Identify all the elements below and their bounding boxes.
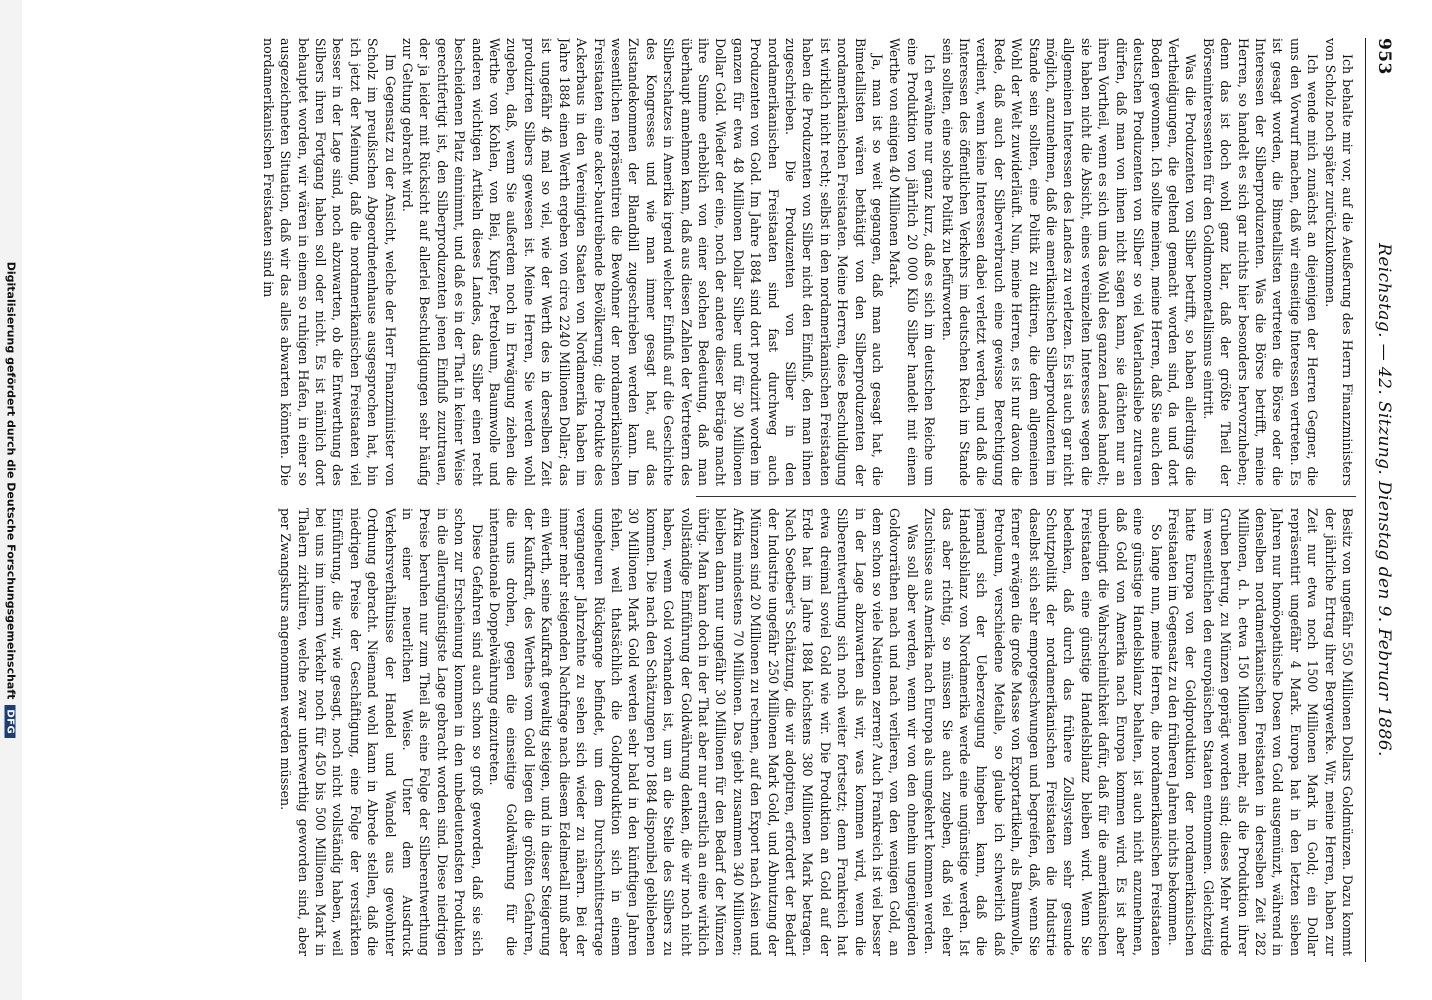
paragraph: Besitz von ungefähr 550 Millionen Dollars Goldmünzen. Dazu kommt der jährliche Ertrag ihrer Bergwerke. Wir, meine Herren, haben zur Zeit nur etwa noch 1500 Millionen Mark in Gold; ein Dollar repräsentirt ungefähr 4 Mark. Europa hat in den letzten sieben Jahren nur homöopathische Dosen von Gold ausgemünzt, während in denselben nordamerikanischen Freistaaten in derselben Zeit 282 Millionen, d. h. etwa 150 Millionen mehr, als die Produktion ihrer Gruben betrug, zu Münzen geprägt worden sind; dieses Mehr wurde im wesentlichen den europäischen Staaten entnommen. Gleichzeitig hatte Europa von der Goldproduktion der nordamerikanischen Freistaaten im Gegensatz zu den früheren Jahren nichts bekommen. (1165, 508, 1355, 956)
dfg-logo: DFG (5, 705, 16, 738)
paragraph: Was soll aber werden, wenn wir von den ohnehin ungenügenden Goldvorräthen nach und nach verlieren, von den wenigen Gold, an dem schon so viele Nationen zerren? Auch Frankreich ist viel besser in der Lage abzuwarten als wir, was kommen wird, wenn die Silberentwerthung sich noch weiter fortsetzt; denn Frankreich hat etwa dreimal soviel Gold wie wir. Die Produktion an Gold auf der Erde hat im Jahre 1884 höchstens 380 Millionen Mark betragen. Nach Soetbeer's Schätzung, die wir adoptiren, erfordert der Bedarf der Industrie ungefähr 250 Millionen Mark Gold, und Abnutzung der Münzen sind 20 Millionen zu rechnen, auf den Export nach Asien und Afrika mindestens 70 Millionen. Das giebt zusammen 340 Millionen; bleiben dann nur ungefähr 30 Millionen für den Bedarf der Münzen übrig. Man kann doch in der That aber nur ernstlich an eine wirklich vollständige Einführung der Goldwährung denken, die wir noch nicht haben, wenn Gold vorhanden ist, um an die Stelle des Silbers zu kommen. Die nach den Schätzungen pro 1884 disponibel gebliebenen 30 Millionen Mark Gold werden sehr bald in den künftigen Jahren fehlen, weil thatsächlich die Goldproduktion sich in einem ungeheuren Rückgange befindet, um dem Durchschnittsertrage vergangener Jahrzehnte zu sehen sich wieder zu nähern. Bei der immer mehr steigenden Nachfrage nach diesem Edelmetall muß aber ein Werth, seine Kaufkraft gewaltig steigen, und in dieser Steigerung der Kaufkraft, des Werthes vom Gold liegen die größten Gefahren, die uns drohen, gegen die einseitige Goldwährung für die internationale Doppelwährung einzutreten. (487, 508, 920, 956)
page-number: 953 (1374, 38, 1394, 75)
page-header (1370, 38, 1394, 962)
paragraph: Ich wende mich zunächst an diejenigen der Herren Gegner, die uns den Vorwurf machen, daß wir einseitige Interessen vertreten. Es ist gesagt worden, die Bimetallisten vertreten die Börse oder die Interessen der Silberproduzenten. Was die Börse betrifft, meine Herren, so handelt es sich gar nichts hier besonders hervorzuheben; denn das ist doch wohl ganz klar, daß der größte Theil der Börseninteressenten für den Goldmonometallismus eintritt. (1200, 38, 1321, 486)
paragraph: Ich erwähne nur ganz kurz, daß es sich im deutschen Reiche um eine Produktion von jährlich 20 000 Kilo Silber handelt mit einem Werthe von einigen 40 Millionen Mark. (887, 38, 938, 486)
paragraph: Was die Produzenten von Silber betrifft, so haben allerdings die Vertheidigungen, die geltend gemacht worden sind, da und dort Boden gewonnen. Ich sollte meinen, meine Herren, daß Sie auch den deutschen Produzenten von Silber so viel Vaterlandsliebe zutrauen dürfen, daß man von ihnen nicht sagen kann, sie dächten nur an ihren Vortheil, wenn es sich um das Wohl des ganzen Landes handelt; sie haben nicht die Absicht, eines vereinzelten Interesses wegen die allgemeinen Interessen des Landes zu verletzen. Es ist auch gar nicht möglich, anzunehmen, daß die amerikanischen Silberproduzenten im Stande sein sollten, eine Politik zu diktiren, die dem allgemeinen Wohl der Welt zuwiderläuft. Nun, meine Herren, es ist nur davon die Rede, daß auch der Silberverbrauch eine gewisse Berechtigung verdient, wenn keine Interessen dabei verletzt werden, und daß die Interessen des öffentlichen Verkehrs im deutschen Reich im Stande sein sollten, eine solche Politik zu befürworten. (939, 38, 1199, 486)
column-divider (696, 496, 1356, 497)
paragraph: So lange nun, meine Herren, die nordamerikanischen Freistaaten eine günstige Handelsbilanz behalten, ist auch nicht anzunehmen, daß Gold von Amerika nach Europa kommen wird. Es ist aber unbedingt die Wahrscheinlichkeit dafür, daß für die amerikanischen Freistaaten eine günstige Handelsbilanz bleiben wird. Wenn Sie bedenken, daß durch das frühere Zollsystem sehr gesunde Schutzpolitik der nordamerikanischen Freistaaten die Industrie daselbst sich sehr emporgeschwungen und begreifen, daß, wenn Sie ferner erwägen die große Masse von Exportartikeln, als Baumwolle, Petroleum, verschiedene Metalle, so glaube ich schwerlich daß jemand sich der Ueberzeugung hingeben kann, daß die Handelsbilanz von Nordamerika werde eine ungünstige werden. Ist das aber richtig, so müssen Sie auch zugeben, daß viel eher Zuschüsse aus Amerika nach Europa als umgekehrt kommen werden. (922, 508, 1164, 956)
paragraph: Im Gegensatz zu der Ansicht, welche der Herr Finanzminister von Scholz im preußischen Abgeordnetenhause ausgesprochen hat, bin ich jetzt der Meinung, daß die nordamerikanischen Freistaaten viel besser in der Lage sind, noch abzuwarten, ob die Entwerthung des Silbers ihren Fortgang haben soll oder nicht. Es ist nämlich dort behauptet worden, wir wären in einem so ruhigen Hafen, in einer so ausgezeichneten Situation, daß wir das alles abwarten könnten. Die nordamerikanischen Freistaaten sind im (260, 38, 398, 486)
scanned-page (16, 20, 1416, 980)
running-title: Reichstag. — 42. Sitzung. Dienstag den 9. Februar 1886. (1374, 243, 1394, 757)
header-rule (1365, 38, 1366, 962)
paragraph: Diese Gefahren sind auch schon so groß geworden, daß sie sich schon zur Erscheinung kommen in den unbedeutendsten Produkten in die allerungünstigste Lage gebracht worden sind. Diese niedrigen Preise beruhen nur zum Theil als eine Folge der Silberentwerthung in einer neuerlichen Weise. Unter dem Ausdruck Verkehrsverhältnisse der Handel und Wandel aus gewohnter Ordnung gebracht. Niemand wohl kann in Abrede stellen, daß die niedrigen Preise der Geschäftigung, eine Folge der verstärkten Einführung, die wir, wie gesagt, noch nicht vollständig haben, weil bei uns im innern Verkehr noch für 450 bis 500 Millionen Mark in Thalern zirkuliren, welche zwar unterwerthig geworden sind, aber per Zwangskurs angenommen werden müssen. (278, 508, 485, 956)
left-column (36, 38, 1356, 486)
right-column (36, 508, 1356, 956)
paragraph: Ich behalte mir vor, auf die Aeußerung des Herrn Finanzministers von Scholz noch später zurückzukommen. (1322, 38, 1355, 486)
credit-text: Digitalisierung gefördert durch die Deutsche Forschungsgemeinschaft (4, 261, 18, 700)
paragraph: Ja, man ist so weit gegangen, daß man auch gesagt hat, die Bimetallisten wären bethätigt von den Silberproduzenten der nordamerikanischen Freistaaten. Meine Herren, diese Beschuldigung ist wirklich nicht recht; selbst in den nordamerikanischen Freistaaten haben die Produzenten von Silber nicht den Einfluß, den man ihnen zugeschrieben. Die Produzenten von Silber in den nordamerikanischen Freistaaten sind fast durchweg auch Produzenten von Gold. Im Jahre 1884 sind dort produzirt worden im ganzen für etwa 48 Millionen Dollar Silber und für 30 Millionen Dollar Gold. Wieder der eine, noch der andere dieser Beträge macht ihre Summe erheblich von einer solchen Bedeutung, daß man überhaupt annehmen kann, daß aus diesen Zahlen der Vertretern des Silberschatzes in Amerika irgend welcher Einfluß auf die Geschichte des Kongresses und wie man immer gesagt hat, auf das Zustandekommen der Blandbill zugeschrieben werden kann. Im wesentlichen repräsentiren die Bewohner der nordamerikanischen Freistaaten eine acker-bautreibende Bevölkerung; die Produkte des Ackerbaus in den Vereinigten Staaten von Nordamerika haben im Jahre 1884 einen Werth ergeben von circa 2240 Millionen Dollar; das ist ungefähr 46 mal so viel, wie der Werth des in derselben Zeit produzirten Silbers gewesen ist. Meine Herren, Sie werden wohl zugeben, daß, wenn Sie außerdem noch in Erwägung ziehen die Werthe von Kohlen, von Blei, Kupfer, Petroleum, Baumwolle und anderen wichtigen Artikeln dieses Landes, das Silber einen recht bescheidenen Platz einnimmt, und daß es in der That in keiner Weise gerechtfertigt ist, den Silberproduzenten jenen Einfluß zuzutrauen, der ja leider mit Rücksicht auf allerlei Beschuldigungen sehr häufig zur Geltung gebracht wird. (400, 38, 886, 486)
